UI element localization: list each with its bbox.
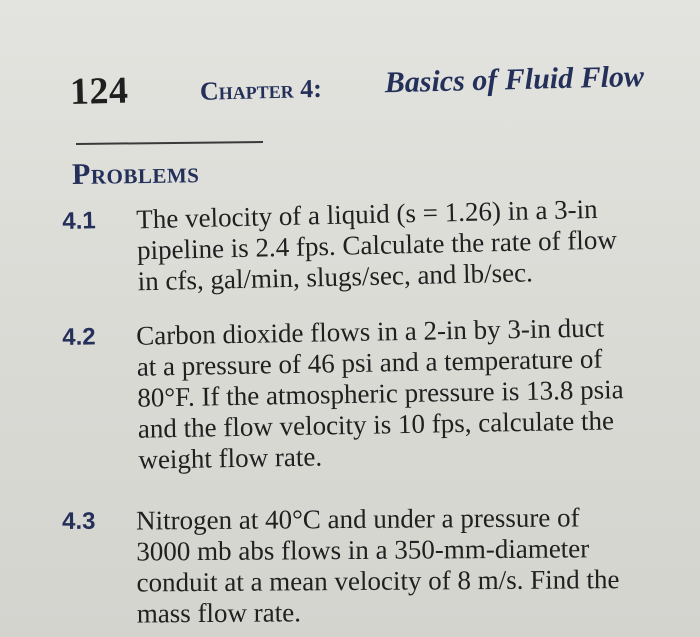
problem-line: The velocity of a liquid (s = 1.26) in a 3-in [135, 193, 598, 235]
problem-number: 4.3 [62, 507, 96, 535]
chapter-label: Chapter 4: [199, 73, 323, 106]
problem-text [136, 502, 682, 630]
page-number: 124 [69, 69, 129, 113]
problem-line: mass flow rate. [136, 597, 302, 629]
problem-line: Carbon dioxide flows in a 2-in by 3-in duct [135, 312, 605, 351]
problem-line: in cfs, gal/min, slugs/sec, and lb/sec. [137, 257, 534, 297]
problem-number: 4.1 [62, 207, 97, 235]
problem-4-2 [62, 311, 692, 475]
problem-line: weight flow rate. [138, 441, 323, 475]
problem-line: Nitrogen at 40°C and under a pressure of [135, 502, 580, 536]
problem-line: 3000 mb abs flows in a 350-mm-diameter [136, 533, 590, 567]
problem-4-1 [62, 192, 692, 297]
problem-line: pipeline is 2.4 fps. Calculate the rate of flow [136, 224, 618, 266]
problem-line: 80°F. If the atmospheric pressure is 13.8 psia [137, 374, 624, 413]
problem-line: conduit at a mean velocity of 8 m/s. Find the [136, 564, 620, 598]
problem-list [62, 193, 692, 636]
problem-text [136, 311, 684, 475]
problem-number: 4.2 [62, 323, 96, 351]
problem-4-3 [62, 502, 692, 629]
problem-line: at a pressure of 46 psi and a temperature of [136, 343, 603, 382]
problem-line: and the flow velocity is 10 fps, calculate the [137, 405, 615, 444]
page-header [69, 55, 685, 120]
chapter-title: Basics of Fluid Flow [384, 59, 645, 100]
section-rule [76, 141, 263, 145]
problem-text [136, 192, 683, 297]
section-title: Problems [71, 156, 200, 191]
